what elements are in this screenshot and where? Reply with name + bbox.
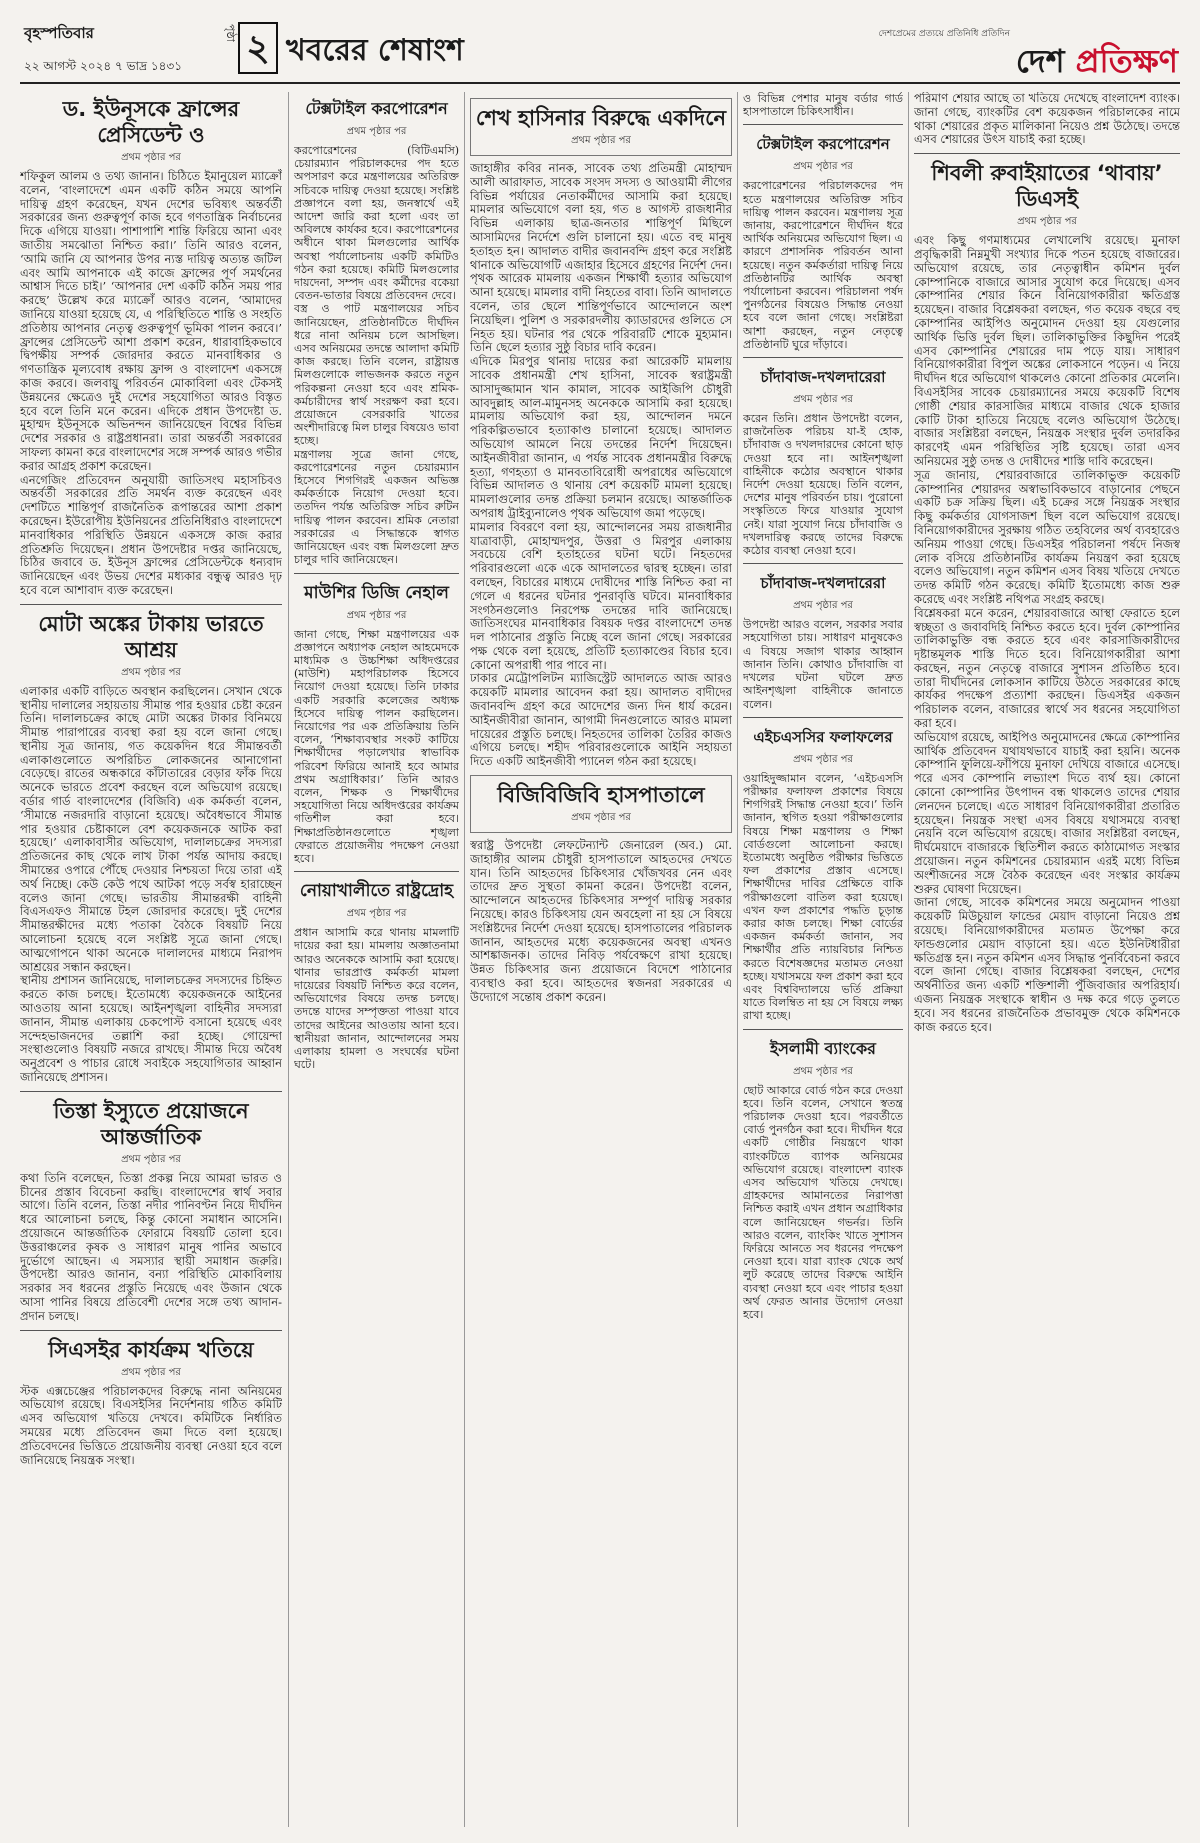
article-headline-box <box>470 775 732 833</box>
article-headline: নোয়াখালীতে রাষ্ট্রদ্রোহ <box>299 881 454 902</box>
column-3 <box>470 92 732 1827</box>
paper-name-part-2: প্রতিক্ষণ <box>1075 42 1178 80</box>
article-body: উপদেষ্টা আরও বলেন, সরকার সবার সহযোগিতা চায়। সাধারণ মানুষকেও এ বিষয়ে সজাগ থাকার আহ্বান জানান তিনি। কোথাও চাঁদাবাজি বা দখলের ঘটনা ঘটলে দ্রুত আইনশৃঙ্খলা বাহিনীকে জানাতে বলেন। <box>743 618 903 711</box>
article-jump-line: প্রথম পৃষ্ঠার পর <box>793 753 853 765</box>
publication-day: বৃহস্পতিবার <box>24 24 94 42</box>
article-headline: ড. ইউনূসকে ফ্রান্সের প্রেসিডেন্ট ও <box>62 97 240 147</box>
divider <box>743 124 903 125</box>
article-body: পরিমাণ শেয়ার আছে তা খতিয়ে দেখেছে বাংলাদেশ ব্যাংক। জানা গেছে, ব্যাংকটির বেশ কয়েকজন পরিচালকের নামে থাকা শেয়ারের প্রকৃত মালিকানা নিয়েও প্রশ্ন উঠেছে। তদন্তে এসব শেয়ারের উৎস যাচাই করা হচ্ছে। <box>914 92 1180 147</box>
article-body: মামলার বিবরণে বলা হয়, আন্দোলনের সময় রাজধানীর যাত্রাবাড়ী, মোহাম্মদপুর, উত্তরা ও মিরপুর এলাকায় সবচেয়ে বেশি হতাহতের ঘটনা ঘটে। নিহতদের পরিবারগুলো একে একে আদালতের দ্বারস্থ হচ্ছেন। তারা বলছেন, বিচারের মাধ্যমে দোষীদের শাস্তি নিশ্চিত করা না গেলে এ ধরনের ঘটনার পুনরাবৃত্তি ঘটবে। মানবাধিকার সংগঠনগুলোও নিরপেক্ষ তদন্তের দাবি জানিয়েছে। জাতিসংঘের মানবাধিকার বিষয়ক দপ্তর বাংলাদেশে তদন্ত দল পাঠানোর প্রস্তুতি নিচ্ছে বলে জানা গেছে। সরকারের পক্ষ থেকে বলা হয়েছে, প্রতিটি হত্যাকাণ্ডের বিচার হবে। কোনো অপরাধী পার পাবে না। <box>470 519 732 672</box>
divider <box>294 573 459 574</box>
article-headline: শেখ হাসিনার বিরুদ্ধে একদিনে <box>475 106 727 130</box>
page-label: পৃষ্ঠা <box>224 24 237 42</box>
article-body: এবং কিছু গণমাধ্যমের লেখালেখি রয়েছে। মুনাফা প্রবৃদ্ধিকারী নিম্নমুখী সংখ্যার দিকে পতন হয়েছে বাজারের। অভিযোগ রয়েছে, তার নেতৃত্বাধীন কমিশন দুর্বল কোম্পানিকে বাজারে আসার সুযোগ করে দিয়েছে। এসব কোম্পানির শেয়ার কিনে বিনিয়োগকারীরা ক্ষতিগ্রস্ত হয়েছেন। বাজার বিশ্লেষকরা বলছেন, গত কয়েক বছরে বহু কোম্পানির আইপিও অনুমোদন দেওয়া হয় যেগুলোর আর্থিক ভিত্তি দুর্বল ছিল। তালিকাভুক্তির কিছুদিন পরেই এসব কোম্পানির শেয়ারের দাম পড়ে যায়। সাধারণ বিনিয়োগকারীরা বিপুল অঙ্কের লোকসানে পড়েন। এ নিয়ে দীর্ঘদিন ধরে অভিযোগ থাকলেও কোনো প্রতিকার মেলেনি। বিএসইসির সাবেক চেয়ারম্যানের সময়ে কয়েকটি বিশেষ গোষ্ঠী শেয়ার কারসাজির মাধ্যমে বাজার থেকে হাজার কোটি টাকা হাতিয়ে নিয়েছে বলেও অভিযোগ উঠেছে। বাজার সংশ্লিষ্টরা বলছেন, নিয়ন্ত্রক সংস্থার দুর্বল তদারকির কারণেই এমন পরিস্থিতির সৃষ্টি হয়েছে। তারা এসব অনিয়মের সুষ্ঠু তদন্ত ও দোষীদের শাস্তি দাবি করেছেন। <box>914 233 1180 468</box>
article-body: প্রধান আসামি করে থানায় মামলাটি দায়ের করা হয়। মামলায় অজ্ঞাতনামা আরও অনেককে আসামি করা হয়েছে। থানার ভারপ্রাপ্ত কর্মকর্তা মামলা দায়েরের বিষয়টি নিশ্চিত করে বলেন, অভিযোগের বিষয়ে তদন্ত চলছে। তদন্তে যাদের সম্পৃক্ততা পাওয়া যাবে তাদের আইনের আওতায় আনা হবে। স্থানীয়রা জানান, আন্দোলনের সময় এলাকায় হামলা ও সংঘর্ষের ঘটনা ঘটে। <box>294 926 459 1072</box>
article-body: কথা তিনি বলেছেন, তিস্তা প্রকল্প নিয়ে আমরা ভারত ও চীনের প্রস্তাব বিবেচনা করছি। বাংলাদেশের স্বার্থ সবার আগে। তিনি বলেন, তিস্তা নদীর পানিবণ্টন নিয়ে দীর্ঘদিন ধরে আলোচনা চলছে, কিন্তু কোনো সমাধান আসেনি। প্রয়োজনে আন্তর্জাতিক ফোরামে বিষয়টি তোলা হবে। উত্তরাঞ্চলের কৃষক ও সাধারণ মানুষ পানির অভাবে দুর্ভোগে আছেন। এ সমস্যার স্থায়ী সমাধান জরুরি। উপদেষ্টা আরও জানান, বন্যা পরিস্থিতি মোকাবিলায় সরকার সব ধরনের প্রস্তুতি নিয়েছে এবং উজান থেকে আসা পানির বিষয়ে প্রতিবেশী দেশের সঙ্গে তথ্য আদান-প্রদান চলছে। <box>20 1170 282 1323</box>
article-jump-line: প্রথম পৃষ্ঠার পর <box>346 609 407 621</box>
divider <box>20 1330 282 1331</box>
divider <box>20 604 282 605</box>
divider <box>914 153 1180 154</box>
article-headline-box <box>470 98 732 156</box>
divider <box>743 357 903 358</box>
article-jump-line: প্রথম পৃষ্ঠার পর <box>346 126 407 137</box>
column-rule <box>908 92 909 1827</box>
article-jump-line: প্রথম পৃষ্ঠার পর <box>346 908 407 920</box>
article-headline: শিবলী রুবাইয়াতের ‘থাবায়’ ডিএসই <box>931 161 1163 212</box>
page-number: ২ <box>238 22 278 74</box>
paper-logo <box>1016 36 1178 90</box>
article-body: অভিযোগ রয়েছে, আইপিও অনুমোদনের ক্ষেত্রে কোম্পানির আর্থিক প্রতিবেদন যথাযথভাবে যাচাই করা হয়নি। অনেক কোম্পানি ফুলিয়ে-ফাঁপিয়ে মুনাফা দেখিয়ে বাজারে এসেছে। পরে এসব কোম্পানি লভ্যাংশ দিতে ব্যর্থ হয়। কোনো কোনো কোম্পানির উৎপাদন বন্ধ থাকলেও তাদের শেয়ার লেনদেন চলেছে। এতে সাধারণ বিনিয়োগকারীরা প্রতারিত হয়েছেন। নিয়ন্ত্রক সংস্থা এসব বিষয়ে যথাসময়ে ব্যবস্থা নেয়নি বলে অভিযোগ রয়েছে। বাজার সংশ্লিষ্টরা বলছেন, দীর্ঘমেয়াদে বাজারকে স্থিতিশীল করতে কাঠামোগত সংস্কার প্রয়োজন। নতুন কমিশনের চেয়ারম্যান এরই মধ্যে বিভিন্ন অংশীজনের সঙ্গে বৈঠক করেছেন এবং সংস্কার কার্যক্রম শুরুর ঘোষণা দিয়েছেন। <box>914 729 1180 896</box>
article-body: জানা গেছে, সাবেক কমিশনের সময়ে অনুমোদন পাওয়া কয়েকটি মিউচুয়াল ফান্ডের মেয়াদ বাড়ানো নিয়েও প্রশ্ন রয়েছে। বিনিয়োগকারীদের মতামত উপেক্ষা করে ফান্ডগুলোর মেয়াদ বাড়ানো হয়। এতে ইউনিটধারীরা ক্ষতিগ্রস্ত হন। নতুন কমিশন এসব সিদ্ধান্ত পুনর্বিবেচনা করবে বলে জানা গেছে। বাজার বিশ্লেষকরা বলছেন, দেশের অর্থনীতির জন্য একটি শক্তিশালী পুঁজিবাজার অপরিহার্য। এজন্য নিয়ন্ত্রক সংস্থাকে স্বাধীন ও দক্ষ করে গড়ে তুলতে হবে। সব ধরনের রাজনৈতিক প্রভাবমুক্ত থেকে কমিশনকে কাজ করতে হবে। <box>914 895 1180 1034</box>
article-body: মন্ত্রণালয় সূত্রে জানা গেছে, করপোরেশনের নতুন চেয়ারম্যান হিসেবে শিগগিরই একজন অভিজ্ঞ কর্মকর্তাকে নিয়োগ দেওয়া হবে। ততদিন পর্যন্ত অতিরিক্ত সচিব রুটিন দায়িত্ব পালন করবেন। শ্রমিক নেতারা সরকারের এ সিদ্ধান্তকে স্বাগত জানিয়েছেন এবং বন্ধ মিলগুলো দ্রুত চালুর দাবি জানিয়েছেন। <box>294 447 459 567</box>
article-body: বিশ্লেষকরা মনে করেন, শেয়ারবাজারে আস্থা ফেরাতে হলে স্বচ্ছতা ও জবাবদিহি নিশ্চিত করতে হবে। দুর্বল কোম্পানির তালিকাভুক্তি বন্ধ করতে হবে এবং কারসাজিকারীদের দৃষ্টান্তমূলক শাস্তি দিতে হবে। বিনিয়োগকারীরা আশা করছেন, নতুন নেতৃত্বে বাজারে সুশাসন প্রতিষ্ঠিত হবে। তারা দীর্ঘদিনের লোকসান কাটিয়ে উঠতে সরকারের কাছে কার্যকর পদক্ষেপ প্রত্যাশা করছেন। ডিএসইর একজন পরিচালক বলেন, বাজারের স্বার্থে সব ধরনের সহযোগিতা করা হবে। <box>914 605 1180 731</box>
column-5 <box>914 92 1180 1827</box>
article-jump-line: প্রথম পৃষ্ঠার পর <box>571 812 631 824</box>
article-headline: মোটা অঙ্কের টাকায় ভারতে আশ্রয় <box>38 611 264 662</box>
article-body: জানা গেছে, শিক্ষা মন্ত্রণালয়ের এক প্রজ্ঞাপনে অধ্যাপক নেহাল আহমেদকে মাধ্যমিক ও উচ্চশিক্ষা অধিদপ্তরের (মাউশি) মহাপরিচালক হিসেবে নিয়োগ দেওয়া হয়েছে। তিনি ঢাকার একটি সরকারি কলেজের অধ্যক্ষ হিসেবে দায়িত্ব পালন করছিলেন। নিয়োগের পর এক প্রতিক্রিয়ায় তিনি বলেন, ‘শিক্ষাব্যবস্থার সংকট কাটিয়ে শিক্ষার্থীদের পড়ালেখার স্বাভাবিক পরিবেশ ফিরিয়ে আনাই হবে আমার প্রথম অগ্রাধিকার।’ তিনি আরও বলেন, শিক্ষক ও শিক্ষার্থীদের সহযোগিতা নিয়ে অধিদপ্তরের কার্যক্রম গতিশীল করা হবে। শিক্ষাপ্রতিষ্ঠানগুলোতে শৃঙ্খলা ফেরাতে প্রয়োজনীয় পদক্ষেপ নেওয়া হবে। <box>294 627 459 865</box>
article-jump-line: প্রথম পৃষ্ঠার পর <box>1017 216 1077 228</box>
article-headline: টেক্সটাইল করপোরেশন <box>756 135 890 154</box>
article-body: শফিকুল আলম ও তথ্য জানান। চিঠিতে ইমানুয়েল ম্যাক্রোঁ বলেন, ‘বাংলাদেশে এমন একটি কঠিন সময়ে আপনি দায়িত্ব গ্রহণ করেছেন, যখন দেশের ভবিষ্যৎ অন্তর্বর্তী সরকারের জন্য গুরুত্বপূর্ণ কাজ হবে গণতান্ত্রিক নির্বাচনের দিকে এগিয়ে যাওয়া। পাশাপাশি শান্তি ফিরিয়ে আনা এবং জাতীয় সমঝোতা নিশ্চিত করা।’ তিনি আরও বলেন, ‘আমি জানি যে আপনার উপর ন্যস্ত দায়িত্ব অত্যন্ত জটিল এবং আমি আপনাকে এই কাজে ফ্রান্সের পূর্ণ সমর্থনের আশ্বাস দিতে চাই।’ ‘আপনার দেশ একটি কঠিন সময় পার করছে’ উল্লেখ করে ম্যাক্রোঁ আরও বলেন, ‘আমাদের জানিয়ে যাওয়া হয়েছে যে, এ পরিস্থিতিতে শান্তি ও সংহতি প্রতিষ্ঠায় আপনার নেতৃত্ব গুরুত্বপূর্ণ ভূমিকা পালন করবে।’ ফ্রান্সের প্রেসিডেন্ট আশা প্রকাশ করেন, ধারাবাহিকভাবে দ্বিপক্ষীয় সম্পর্ক জোরদার করতে মানবাধিকার ও গণতান্ত্রিক মূল্যবোধ রক্ষায় ফ্রান্স ও বাংলাদেশ একসঙ্গে কাজ করবে। জলবায়ু পরিবর্তন মোকাবিলা এবং টেকসই উন্নয়নের ক্ষেত্রেও দুই দেশের সহযোগিতা আরও বিস্তৃত হবে বলে তিনি মনে করেন। এদিকে প্রধান উপদেষ্টা ড. মুহাম্মদ ইউনূসকে অভিনন্দন জানিয়েছেন বিশ্বের বিভিন্ন দেশের সরকার ও রাষ্ট্রপ্রধানরা। তারা অন্তর্বর্তী সরকারের সাফল্য কামনা করে বাংলাদেশের সঙ্গে সম্পর্ক আরও গভীর করার আগ্রহ প্রকাশ করেছেন। <box>20 169 282 473</box>
article-headline: চাঁদাবাজ-দখলদারেরা <box>760 368 886 387</box>
article-jump-line: প্রথম পৃষ্ঠার পর <box>793 161 853 173</box>
article-body: এদিকে মিরপুর থানায় দায়ের করা আরেকটি মামলায় সাবেক প্রধানমন্ত্রী শেখ হাসিনা, সাবেক স্বরাষ্ট্রমন্ত্রী আসাদুজ্জামান খান কামাল, সাবেক আইজিপি চৌধুরী আবদুল্লাহ আল-মামুনসহ অনেককে আসামি করা হয়েছে। মামলায় অভিযোগ করা হয়, আন্দোলন দমনে পরিকল্পিতভাবে হত্যাকাণ্ড চালানো হয়েছে। আদালত অভিযোগ আমলে নিয়ে তদন্তের নির্দেশ দিয়েছেন। আইনজীবীরা জানান, এ পর্যন্ত সাবেক প্রধানমন্ত্রীর বিরুদ্ধে হত্যা, গণহত্যা ও মানবতাবিরোধী অপরাধের অভিযোগে বিভিন্ন আদালত ও থানায় বেশ কয়েকটি মামলা হয়েছে। মামলাগুলোর তদন্ত প্রক্রিয়া চলমান রয়েছে। আন্তর্জাতিক অপরাধ ট্রাইব্যুনালেও পৃথক অভিযোগ জমা পড়েছে। <box>470 354 732 520</box>
article-jump-line: প্রথম পৃষ্ঠার পর <box>793 1065 853 1077</box>
article-body: সূত্র জানায়, শেয়ারবাজারে তালিকাভুক্ত কয়েকটি কোম্পানির শেয়ারদর অস্বাভাবিকভাবে বাড়ানোর পেছনে একটি চক্র সক্রিয় ছিল। এই চক্রের সঙ্গে নিয়ন্ত্রক সংস্থার কিছু কর্মকর্তার যোগসাজশ ছিল বলে অভিযোগ রয়েছে। বিনিয়োগকারীদের সুরক্ষায় গঠিত তহবিলের অর্থ ব্যবহারেও অনিয়ম পাওয়া গেছে। ডিএসইর পরিচালনা পর্ষদে নিজস্ব লোক বসিয়ে প্রতিষ্ঠানটির কার্যক্রম নিয়ন্ত্রণ করা হয়েছে বলেও অভিযোগ। নতুন কমিশন এসব বিষয় খতিয়ে দেখতে তদন্ত কমিটি গঠন করেছে। কমিটি ইতোমধ্যে কাজ শুরু করেছে এবং সংশ্লিষ্ট নথিপত্র সংগ্রহ করছে। <box>914 467 1180 606</box>
article-jump-line: প্রথম পৃষ্ঠার পর <box>121 666 181 678</box>
divider <box>743 717 903 718</box>
article-headline: তিস্তা ইস্যুতে প্রয়োজনে আন্তর্জাতিক <box>53 1098 249 1149</box>
article-body: স্থানীয় প্রশাসন জানিয়েছে, দালালচক্রের সদস্যদের চিহ্নিত করতে কাজ চলছে। ইতোমধ্যে কয়েকজনকে আইনের আওতায় আনা হয়েছে। আইনশৃঙ্খলা বাহিনীর সদস্যরা জানান, সীমান্ত এলাকায় চেকপোস্ট বসানো হয়েছে এবং সন্দেহভাজনদের তল্লাশি করা হচ্ছে। গোয়েন্দা সংস্থাগুলোও বিষয়টি নজরে রাখছে। সীমান্ত দিয়ে অবৈধ অনুপ্রবেশ ও পাচার রোধে সবাইকে সহযোগিতার আহ্বান জানিয়েছে প্রশাসন। <box>20 973 282 1085</box>
article-headline: চাঁদাবাজ-দখলদারেরা <box>760 574 886 593</box>
column-2 <box>294 92 459 1827</box>
article-body: ঢাকার মেট্রোপলিটন ম্যাজিস্ট্রেট আদালতে আজ আরও কয়েকটি মামলার আবেদন করা হয়। আদালত বাদীদের জবানবন্দি গ্রহণ করে আদেশের জন্য দিন ধার্য করেন। আইনজীবীরা জানান, আগামী দিনগুলোতে আরও মামলা দায়েরের প্রস্তুতি চলছে। নিহতদের তালিকা তৈরির কাজও এগিয়ে চলছে। শহীদ পরিবারগুলোকে আইনি সহায়তা দিতে একটি আইনজীবী প্যানেল গঠন করা হয়েছে। <box>470 671 732 769</box>
column-rule <box>288 92 289 1827</box>
article-body: ও বিভিন্ন পেশার মানুষ বর্ডার গার্ড হাসপাতালে চিকিৎসাধীন। <box>743 92 903 119</box>
paper-tagline: দেশপ্রেমের প্রত্যয়ে প্রতিনিধি প্রতিদিন <box>878 29 1010 39</box>
article-body: ছোট আকারে বোর্ড গঠন করে দেওয়া হবে। তিনি বলেন, সেখানে স্বতন্ত্র পরিচালক দেওয়া হবে। পরবর্তীতে বোর্ড পুনর্গঠন করা হবে। দীর্ঘদিন ধরে একটি গোষ্ঠীর নিয়ন্ত্রণে থাকা ব্যাংকটিতে ব্যাপক অনিয়মের অভিযোগ রয়েছে। বাংলাদেশ ব্যাংক এসব অভিযোগ খতিয়ে দেখছে। গ্রাহকদের আমানতের নিরাপত্তা নিশ্চিত করাই এখন প্রধান অগ্রাধিকার বলে জানিয়েছেন গভর্নর। তিনি আরও বলেন, ব্যাংকিং খাতে সুশাসন ফিরিয়ে আনতে সব ধরনের পদক্ষেপ নেওয়া হবে। যারা ব্যাংক থেকে অর্থ লুট করেছে তাদের বিরুদ্ধে আইনি ব্যবস্থা নেওয়া হবে এবং পাচার হওয়া অর্থ ফেরত আনার উদ্যোগ নেওয়া হবে। <box>743 1083 903 1322</box>
article-headline: বিজিবিজিবি হাসপাতালে <box>497 783 705 808</box>
column-1 <box>20 92 282 1827</box>
article-jump-line: প্রথম পৃষ্ঠার পর <box>121 1153 181 1165</box>
article-body: করপোরেশনের পরিচালকদের পদ হতে মন্ত্রণালয়ের অতিরিক্ত সচিব দায়িত্ব পালন করবেন। মন্ত্রণালয় সূত্র জানায়, করপোরেশনে দীর্ঘদিন ধরে আর্থিক অনিয়মের অভিযোগ ছিল। এ কারণে প্রশাসনিক পরিবর্তন আনা হয়েছে। নতুন কর্মকর্তারা দায়িত্ব নিয়ে প্রতিষ্ঠানটির আর্থিক অবস্থা পর্যালোচনা করবেন। পরিচালনা পর্ষদ পুনর্গঠনের বিষয়েও সিদ্ধান্ত নেওয়া হবে বলে জানা গেছে। সংশ্লিষ্টরা আশা করছেন, নতুন নেতৃত্বে প্রতিষ্ঠানটি ঘুরে দাঁড়াবে। <box>743 179 903 351</box>
divider <box>294 871 459 872</box>
column-4 <box>743 92 903 1827</box>
article-body: ওয়াহিদুজ্জামান বলেন, ‘এইচএসসি পরীক্ষার ফলাফল প্রকাশের বিষয়ে শিগগিরই সিদ্ধান্ত নেওয়া হবে।’ তিনি জানান, স্থগিত হওয়া পরীক্ষাগুলোর বিষয়ে শিক্ষা মন্ত্রণালয় ও শিক্ষা বোর্ডগুলো আলোচনা করছে। ইতোমধ্যে অনুষ্ঠিত পরীক্ষার ভিত্তিতে ফল প্রকাশের প্রস্তাব এসেছে। শিক্ষার্থীদের দাবির প্রেক্ষিতে বাকি পরীক্ষাগুলো বাতিল করা হয়েছে। এখন ফল প্রকাশের পদ্ধতি চূড়ান্ত করার কাজ চলছে। শিক্ষা বোর্ডের একজন কর্মকর্তা জানান, সব শিক্ষার্থীর প্রতি ন্যায়বিচার নিশ্চিত করতে বিশেষজ্ঞদের মতামত নেওয়া হচ্ছে। যথাসময়ে ফল প্রকাশ করা হবে এবং বিশ্ববিদ্যালয়ে ভর্তি প্রক্রিয়া যাতে বিলম্বিত না হয় সে বিষয়ে লক্ষ্য রাখা হচ্ছে। <box>743 771 903 1023</box>
section-title: খবরের শেষাংশ <box>286 33 464 68</box>
article-headline: সিএসইর কার্যক্রম খতিয়ে <box>48 1337 254 1362</box>
article-headline: ইসলামী ব্যাংকের <box>770 1038 876 1058</box>
article-body: করপোরেশনের (বিটিএমসি) চেয়ারম্যান পরিচালকদের পদ হতে অপসারণ করে মন্ত্রণালয়ের অতিরিক্ত সচিবকে দায়িত্ব দেওয়া হয়েছে। সংশ্লিষ্ট প্রজ্ঞাপনে বলা হয়, জনস্বার্থে এই আদেশ জারি করা হলো এবং তা অবিলম্বে কার্যকর হবে। করপোরেশনের অধীনে থাকা মিলগুলোর আর্থিক অবস্থা পর্যালোচনায় একটি কমিটিও গঠন করা হয়েছে। কমিটি মিলগুলোর দায়দেনা, সম্পদ এবং কর্মীদের বকেয়া বেতন-ভাতার বিষয়ে প্রতিবেদন দেবে। <box>294 144 459 303</box>
article-body: স্বরাষ্ট্র উপদেষ্টা লেফটেন্যান্ট জেনারেল (অব.) মো. জাহাঙ্গীর আলম চৌধুরী হাসপাতালে আহতদের দেখতে যান। তিনি আহতদের চিকিৎসার খোঁজখবর নেন এবং তাদের দ্রুত সুস্থতা কামনা করেন। উপদেষ্টা বলেন, আন্দোলনে আহতদের চিকিৎসার সম্পূর্ণ দায়িত্ব সরকার নিয়েছে। কারও চিকিৎসায় যেন অবহেলা না হয় সে বিষয়ে সংশ্লিষ্টদের নির্দেশ দেওয়া হয়েছে। হাসপাতালের পরিচালক জানান, আহতদের মধ্যে কয়েকজনের অবস্থা এখনও আশঙ্কাজনক। তাদের নিবিড় পর্যবেক্ষণে রাখা হয়েছে। উন্নত চিকিৎসার জন্য প্রয়োজনে বিদেশে পাঠানোর ব্যবস্থাও করা হবে। আহতদের স্বজনরা সরকারের এ উদ্যোগে সন্তোষ প্রকাশ করেন। <box>470 838 732 1004</box>
divider <box>743 1029 903 1030</box>
article-jump-line: প্রথম পৃষ্ঠার পর <box>571 135 631 146</box>
article-body: স্টক এক্সচেঞ্জের পরিচালকদের বিরুদ্ধে নানা অনিয়মের অভিযোগ রয়েছে। বিএসইসির নির্দেশনায় গঠিত কমিটি এসব অভিযোগ খতিয়ে দেখবে। কমিটিকে নির্ধারিত সময়ের মধ্যে প্রতিবেদন জমা দিতে বলা হয়েছে। প্রতিবেদনের ভিত্তিতে প্রয়োজনীয় ব্যবস্থা নেওয়া হবে বলে জানিয়েছে নিয়ন্ত্রক সংস্থা। <box>20 1383 282 1467</box>
divider <box>743 563 903 564</box>
article-body: করেন তিনি। প্রধান উপদেষ্টা বলেন, রাজনৈতিক পরিচয় যা-ই হোক, চাঁদাবাজ ও দখলদারদের কোনো ছাড় দেওয়া হবে না। আইনশৃঙ্খলা বাহিনীকে কঠোর অবস্থানে থাকার নির্দেশ দেওয়া হয়েছে। তিনি বলেন, দেশের মানুষ পরিবর্তন চায়। পুরোনো সংস্কৃতিতে ফিরে যাওয়ার সুযোগ নেই। যারা সুযোগ নিয়ে চাঁদাবাজি ও দখলদারিত্ব করছে তাদের বিরুদ্ধে কঠোর ব্যবস্থা নেওয়া হবে। <box>743 412 903 558</box>
article-body: জাহাঙ্গীর কবির নানক, সাবেক তথ্য প্রতিমন্ত্রী মোহাম্মদ আলী আরাফাত, সাবেক সংসদ সদস্য ও আওয়ামী লীগের বিভিন্ন পর্যায়ের নেতাকর্মীদের আসামি করা হয়েছে। মামলার অভিযোগে বলা হয়, গত ৪ আগস্ট রাজধানীর বিভিন্ন এলাকায় ছাত্র-জনতার শান্তিপূর্ণ মিছিলে আসামিদের নির্দেশে গুলি চালানো হয়। এতে বহু মানুষ হতাহত হন। আদালত বাদীর জবানবন্দি গ্রহণ করে সংশ্লিষ্ট থানাকে অভিযোগটি এজাহার হিসেবে গ্রহণের নির্দেশ দেন। পৃথক আরেক মামলায় একজন শিক্ষার্থী হত্যার অভিযোগ আনা হয়েছে। মামলার বাদী নিহতের বাবা। তিনি আদালতে বলেন, তার ছেলে শান্তিপূর্ণভাবে আন্দোলনে অংশ নিয়েছিল। পুলিশ ও সরকারদলীয় ক্যাডারদের গুলিতে সে নিহত হয়। ঘটনার পর থেকে পরিবারটি শোকে মুহ্যমান। তিনি ছেলে হত্যার সুষ্ঠু বিচার দাবি করেন। <box>470 161 732 355</box>
column-rule <box>464 92 465 1827</box>
publication-date: ২২ আগস্ট ২০২৪ ৭ ভাদ্র ১৪৩১ <box>24 59 182 73</box>
article-jump-line: প্রথম পৃষ্ঠার পর <box>793 600 853 612</box>
paper-name-part-1: দেশ <box>1015 42 1076 80</box>
article-headline: এইচএসসির ফলাফলের <box>753 727 893 746</box>
article-body: এনগেজিং প্রতিবেদন অনুযায়ী জাতিসংঘ মহাসচিবও অন্তর্বর্তী সরকারের প্রতি সমর্থন ব্যক্ত করেছেন এবং দেশটিতে শান্তিপূর্ণ রাজনৈতিক রূপান্তরের আশা প্রকাশ করেছেন। ইউরোপীয় ইউনিয়নের প্রতিনিধিরাও বাংলাদেশে মানবাধিকার পরিস্থিতি উন্নয়নে একসঙ্গে কাজ করার প্রতিশ্রুতি দিয়েছেন। প্রধান উপদেষ্টার দপ্তর জানিয়েছে, চিঠির জবাবে ড. ইউনূস ফ্রান্সের প্রেসিডেন্টকে ধন্যবাদ জানিয়েছেন এবং উভয় দেশের মধ্যকার বন্ধুত্ব আরও দৃঢ় হবে বলে আশাবাদ ব্যক্ত করেছেন। <box>20 472 282 597</box>
article-jump-line: প্রথম পৃষ্ঠার পর <box>121 1366 181 1378</box>
masthead <box>20 16 1180 84</box>
divider <box>20 1091 282 1092</box>
article-jump-line: প্রথম পৃষ্ঠার পর <box>793 394 853 406</box>
article-headline: টেক্সটাইল করপোরেশন <box>305 99 448 118</box>
article-headline: মাউশির ডিজি নেহাল <box>304 582 449 603</box>
article-jump-line: প্রথম পৃষ্ঠার পর <box>121 152 181 163</box>
column-rule <box>737 92 738 1827</box>
article-body: বস্ত্র ও পাট মন্ত্রণালয়ের সচিব জানিয়েছেন, প্রতিষ্ঠানটিতে দীর্ঘদিন ধরে নানা অনিয়ম চলে আসছিল। এসব অনিয়মের তদন্তে আলাদা কমিটি কাজ করছে। তিনি বলেন, রাষ্ট্রায়ত্ত মিলগুলোকে লাভজনক করতে নতুন পরিকল্পনা নেওয়া হবে এবং শ্রমিক-কর্মচারীদের স্বার্থ সংরক্ষণ করা হবে। প্রয়োজনে বেসরকারি খাতের অংশীদারিত্বে মিল চালুর বিষয়েও ভাবা হচ্ছে। <box>294 302 459 448</box>
article-body: এলাকার একটি বাড়িতে অবস্থান করছিলেন। সেখান থেকে স্থানীয় দালালের সহায়তায় সীমান্ত পার হওয়ার চেষ্টা করেন তিনি। দালালচক্রের কাছে মোটা অঙ্কের টাকার বিনিময়ে সীমান্ত পারাপারের ব্যবস্থা করা হয় বলে জানা গেছে। স্থানীয় সূত্র জানায়, গত কয়েকদিন ধরে সীমান্তবর্তী এলাকাগুলোতে অপরিচিত লোকজনের আনাগোনা বেড়েছে। রাতের অন্ধকারে কাঁটাতারের বেড়ার ফাঁক দিয়ে অনেকে ভারতে প্রবেশ করছেন বলে অভিযোগ রয়েছে। বর্ডার গার্ড বাংলাদেশের (বিজিবি) এক কর্মকর্তা বলেন, ‘সীমান্তে নজরদারি বাড়ানো হয়েছে। অবৈধভাবে সীমান্ত পার হওয়ার চেষ্টাকালে বেশ কয়েকজনকে আটক করা হয়েছে।’ এলাকাবাসীর অভিযোগ, দালালচক্রের সদস্যরা প্রতিজনের কাছ থেকে লাখ টাকা পর্যন্ত আদায় করছে। সীমান্তের ওপারে পৌঁছে দেওয়ার নিশ্চয়তা দিয়ে তারা এই অর্থ নিচ্ছে। কেউ কেউ পথে আটকা পড়ে সর্বস্ব হারাচ্ছেন বলেও জানা গেছে। ভারতীয় সীমান্তরক্ষী বাহিনী বিএসএফও সীমান্তে টহল জোরদার করেছে। দুই দেশের সীমান্তরক্ষীদের মধ্যে পতাকা বৈঠকে বিষয়টি নিয়ে আলোচনা হয়েছে বলে সংশ্লিষ্ট সূত্রে জানা গেছে। আত্মগোপনে থাকা অনেকে দালালদের মাধ্যমে নিরাপদ আশ্রয়ের সন্ধান করছেন। <box>20 683 282 974</box>
